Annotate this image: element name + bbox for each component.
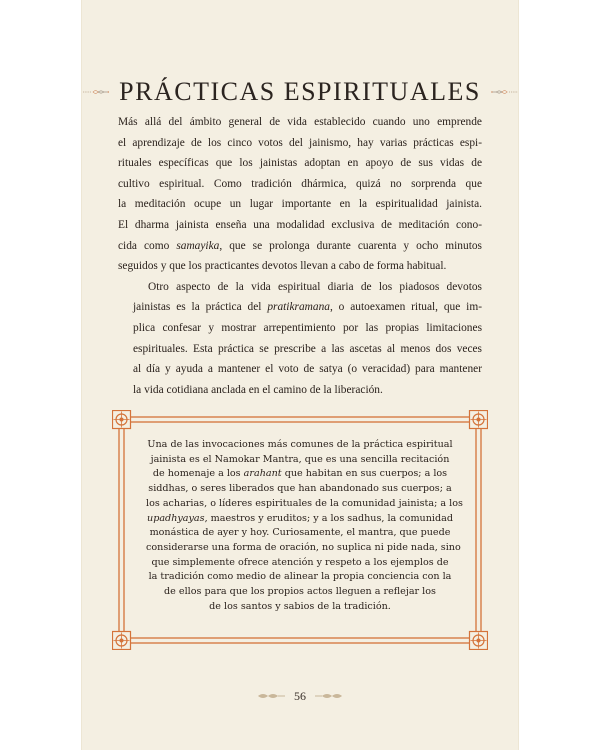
sidebar-line: los acharias, o líderes espirituales de la comunidad jainista; a los (146, 497, 463, 509)
text-line: seguidos y que los practicantes devotos llevan a cabo de forma habitual. (118, 260, 447, 273)
sidebar-line: la tradición como medio de alinear la propia conciencia con la (148, 571, 452, 583)
page-number: 56 (294, 688, 306, 703)
sidebar-line: de homenaje a los arahant que habitan en sus cuerpos; a los (152, 468, 448, 480)
title-row (82, 76, 518, 108)
paragraph-2 (118, 277, 482, 401)
rosette-corner-icon (470, 411, 488, 429)
text-line: jainistas es la práctica del pratikramana, o autoexamen ritual, que im- (133, 301, 482, 314)
text-line: al día y ayuda a mantener el voto de satya (o veracidad) para mantener (133, 363, 482, 376)
text-line: Otro aspecto de la vida espiritual diaria de los piadosos devotos (148, 280, 482, 293)
page-footer (82, 686, 518, 706)
book-page (82, 0, 518, 750)
text-line: El dharma jainista enseña una modalidad exclusiva de meditación cono- (118, 218, 482, 231)
sidebar-line: upadhyayas, maestros y eruditos; y a los sadhus, la comunidad (147, 512, 453, 524)
sidebar-line: que simplemente ofrece atención y respeto a los ejemplos de (151, 556, 449, 568)
body-text (118, 112, 482, 400)
text-line: plica confesar y mostrar arrepentimiento por las propias limitaciones (133, 321, 482, 334)
rosette-corner-icon (470, 632, 488, 650)
text-line: Más allá del ámbito general de vida establecido cuando uno emprende (118, 116, 482, 128)
flourish-left-icon (82, 85, 109, 99)
text-line: el aprendizaje de los cinco votos del jainismo, hay varias prácticas espi- (118, 136, 482, 149)
text-line: la vida cotidiana anclada en el camino de la liberación. (133, 383, 383, 396)
sidebar-text (146, 438, 463, 614)
sidebar-box (112, 410, 488, 650)
flourish-right-icon (491, 85, 518, 99)
sidebar-line: jainista es el Namokar Mantra, que es una sencilla recitación (150, 453, 450, 465)
text-line: rituales específicas que los jainistas adoptan en apoyo de sus vidas de (118, 157, 482, 170)
text-line: la meditación ocupe un lugar importante en la espiritualidad jainista. (118, 198, 482, 211)
text-line: cultivo espiritual. Como tradición dhármica, quizá no sorprenda que (118, 177, 482, 190)
sidebar-line: monástica de ayer y hoy. Curiosamente, el mantra, que puede (149, 527, 451, 539)
sidebar-line: siddhas, o seres liberados que han abandonado sus cuerpos; a (148, 483, 452, 495)
sidebar-line: Una de las invocaciones más comunes de la práctica espiritual (147, 439, 453, 450)
sidebar-line: de los santos y sabios de la tradición. (209, 600, 391, 612)
text-line: cida como samayika, que se prolonga durante cuarenta y ocho minutos (118, 239, 482, 252)
rosette-corner-icon (113, 411, 131, 429)
page-title: PRÁCTICAS ESPIRITUALES (119, 77, 481, 106)
sidebar-line: considerarse una forma de oración, no suplica ni pide nada, sino (146, 541, 461, 553)
paragraph-1 (118, 112, 482, 277)
rosette-corner-icon (113, 632, 131, 650)
text-line: espirituales. Esta práctica se prescribe a las ascetas al menos dos veces (133, 342, 482, 355)
sidebar-line: de ellos para que los propios actos lleguen a reflejar los (164, 586, 436, 598)
leaf-right-icon (314, 692, 344, 700)
leaf-left-icon (256, 692, 286, 700)
